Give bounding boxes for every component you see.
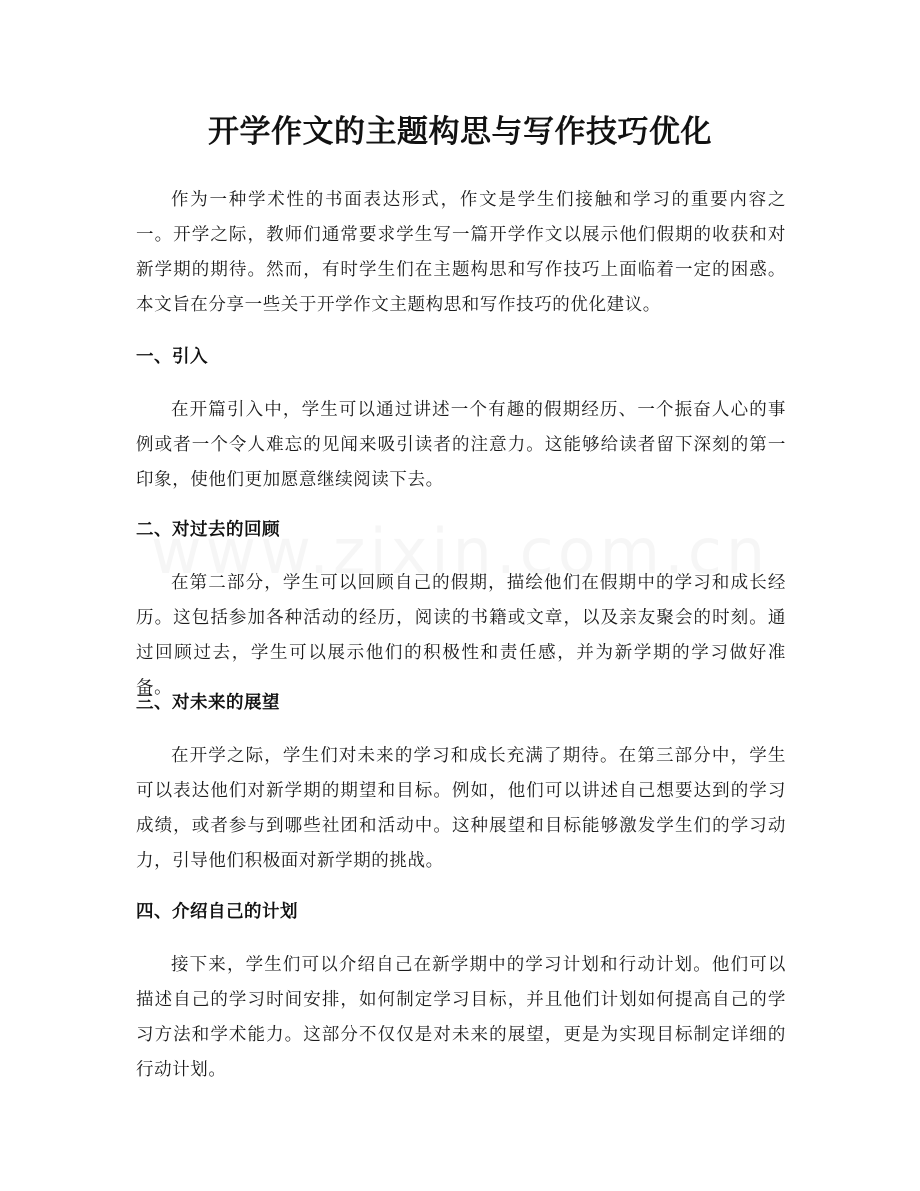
intro-paragraph: 作为一种学术性的书面表达形式，作文是学生们接触和学习的重要内容之一。开学之际，教师们通常要求学生写一篇开学作文以展示他们假期的收获和对新学期的期待。然而，有时学生们在主题构思和写作技巧上面临着一定的困惑。本文旨在分享一些关于开学作文主题构思和写作技巧的优化建议。 xyxy=(136,190,786,315)
section-body-outlook: 在开学之际，学生们对未来的学习和成长充满了期待。在第三部分中，学生可以表达他们对新学期的期望和目标。例如，他们可以讲述自己想要达到的学习成绩，或者参与到哪些社团和活动中。这种展望和目标能够激发学生们的学习动力，引导他们积极面对新学期的挑战。 xyxy=(136,746,786,871)
section-heading-review: 二、对过去的回顾 xyxy=(136,520,280,540)
section-heading-intro: 一、引入 xyxy=(136,347,208,367)
section-heading-outlook: 三、对未来的展望 xyxy=(136,693,280,713)
section-heading-plan: 四、介绍自己的计划 xyxy=(136,902,298,922)
section-body-intro: 在开篇引入中，学生可以通过讲述一个有趣的假期经历、一个振奋人心的事例或者一个令人难忘的见闻来吸引读者的注意力。这能够给读者留下深刻的第一印象，使他们更加愿意继续阅读下去。 xyxy=(136,400,786,490)
page-title: 开学作文的主题构思与写作技巧优化 xyxy=(208,114,712,150)
section-body-plan: 接下来，学生们可以介绍自己在新学期中的学习计划和行动计划。他们可以描述自己的学习时间安排，如何制定学习目标，并且他们计划如何提高自己的学习方法和学术能力。这部分不仅仅是对未来的展望，更是为实现目标制定详细的行动计划。 xyxy=(136,955,786,1080)
section-body-review: 在第二部分，学生可以回顾自己的假期，描绘他们在假期中的学习和成长经历。这包括参加各种活动的经历，阅读的书籍或文章，以及亲友聚会的时刻。通过回顾过去，学生可以展示他们的积极性和责任感，并为新学期的学习做好准备。 xyxy=(136,573,786,698)
